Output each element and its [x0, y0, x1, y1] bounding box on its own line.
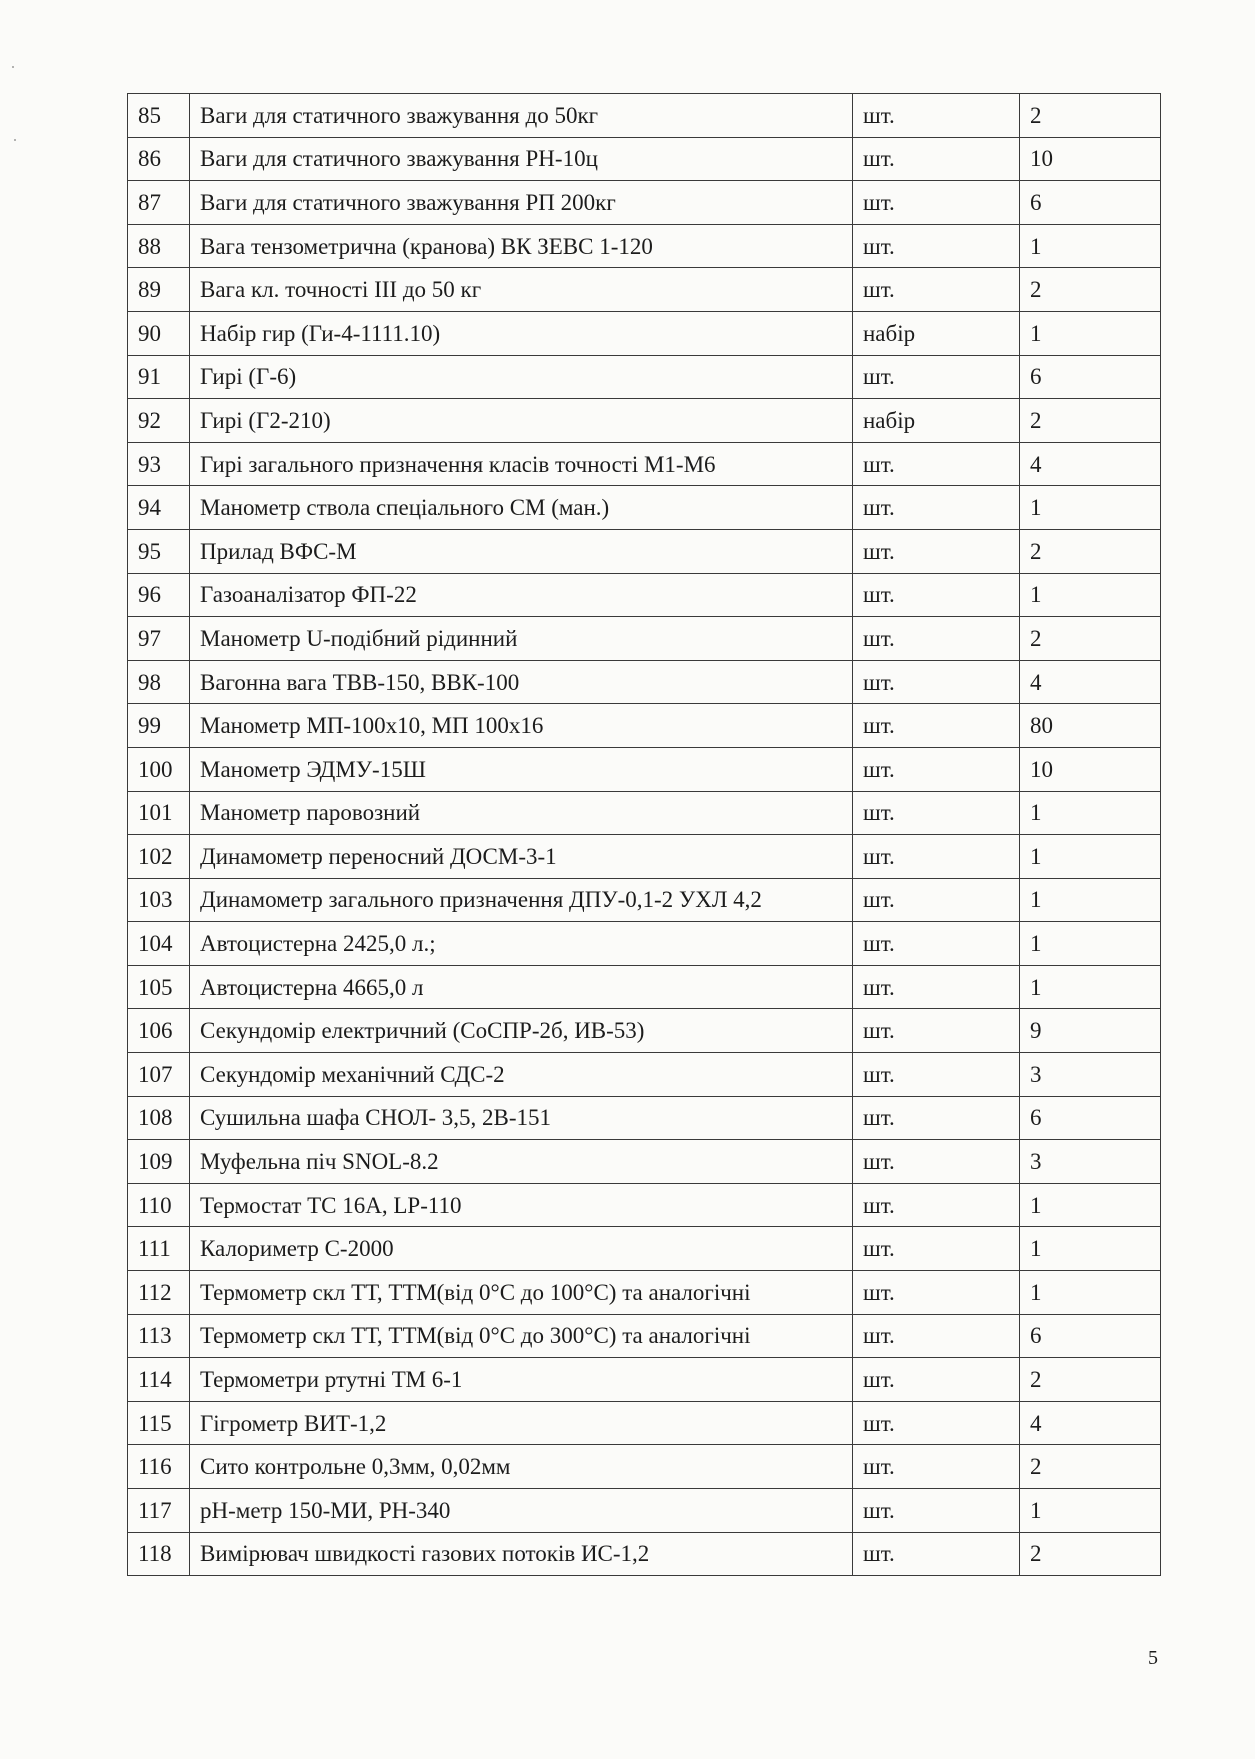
unit-cell: шт.	[853, 94, 1020, 138]
unit-cell: шт.	[853, 1358, 1020, 1402]
table-row	[128, 224, 1161, 268]
table-row	[128, 1401, 1161, 1445]
quantity-cell: 2	[1020, 268, 1161, 312]
quantity-cell: 6	[1020, 1096, 1161, 1140]
item-name-cell: Динамометр переносний ДОСМ-3-1	[190, 835, 853, 879]
table-row	[128, 311, 1161, 355]
quantity-cell: 1	[1020, 486, 1161, 530]
item-name-cell: Калориметр С-2000	[190, 1227, 853, 1271]
table-row	[128, 1140, 1161, 1184]
table-row	[128, 442, 1161, 486]
table-row	[128, 835, 1161, 879]
item-name-cell: Гирі загального призначення класів точності М1-М6	[190, 442, 853, 486]
item-name-cell: pH-метр 150-МИ, РН-340	[190, 1489, 853, 1533]
item-name-cell: Вимірювач швидкості газових потоків ИС-1,2	[190, 1532, 853, 1576]
unit-cell: шт.	[853, 1314, 1020, 1358]
unit-cell: шт.	[853, 224, 1020, 268]
quantity-cell: 4	[1020, 442, 1161, 486]
quantity-cell: 3	[1020, 1140, 1161, 1184]
quantity-cell: 2	[1020, 399, 1161, 443]
quantity-cell: 1	[1020, 922, 1161, 966]
item-name-cell: Сушильна шафа СНОЛ- 3,5, 2В-151	[190, 1096, 853, 1140]
row-number-cell: 106	[128, 1009, 190, 1053]
unit-cell: шт.	[853, 791, 1020, 835]
row-number-cell: 118	[128, 1532, 190, 1576]
unit-cell: шт.	[853, 704, 1020, 748]
table-row	[128, 94, 1161, 138]
unit-cell: шт.	[853, 965, 1020, 1009]
item-name-cell: Секундомір електричний (СоСПР-2б, ИВ-53)	[190, 1009, 853, 1053]
item-name-cell: Ваги для статичного зважування РН-10ц	[190, 137, 853, 181]
table-row	[128, 1445, 1161, 1489]
row-number-cell: 102	[128, 835, 190, 879]
quantity-cell: 2	[1020, 94, 1161, 138]
unit-cell: шт.	[853, 1183, 1020, 1227]
row-number-cell: 105	[128, 965, 190, 1009]
table-row	[128, 747, 1161, 791]
item-name-cell: Сито контрольне 0,3мм, 0,02мм	[190, 1445, 853, 1489]
quantity-cell: 1	[1020, 311, 1161, 355]
row-number-cell: 89	[128, 268, 190, 312]
quantity-cell: 1	[1020, 1227, 1161, 1271]
quantity-cell: 9	[1020, 1009, 1161, 1053]
quantity-cell: 6	[1020, 355, 1161, 399]
row-number-cell: 114	[128, 1358, 190, 1402]
quantity-cell: 2	[1020, 617, 1161, 661]
equipment-table-body	[128, 94, 1161, 1576]
item-name-cell: Вага тензометрична (кранова) ВК ЗЕВС 1-120	[190, 224, 853, 268]
unit-cell: шт.	[853, 1271, 1020, 1315]
unit-cell: шт.	[853, 1096, 1020, 1140]
scan-speck	[14, 139, 16, 141]
row-number-cell: 113	[128, 1314, 190, 1358]
item-name-cell: Автоцистерна 4665,0 л	[190, 965, 853, 1009]
quantity-cell: 2	[1020, 1358, 1161, 1402]
row-number-cell: 104	[128, 922, 190, 966]
row-number-cell: 107	[128, 1053, 190, 1097]
table-row	[128, 1096, 1161, 1140]
table-row	[128, 486, 1161, 530]
row-number-cell: 97	[128, 617, 190, 661]
unit-cell: шт.	[853, 835, 1020, 879]
table-row	[128, 922, 1161, 966]
row-number-cell: 111	[128, 1227, 190, 1271]
unit-cell: шт.	[853, 1140, 1020, 1184]
row-number-cell: 109	[128, 1140, 190, 1184]
table-row	[128, 268, 1161, 312]
quantity-cell: 4	[1020, 660, 1161, 704]
quantity-cell: 1	[1020, 224, 1161, 268]
item-name-cell: Термостат ТС 16А, LP-110	[190, 1183, 853, 1227]
item-name-cell: Газоаналізатор ФП-22	[190, 573, 853, 617]
row-number-cell: 100	[128, 747, 190, 791]
item-name-cell: Термометри ртутні ТМ 6-1	[190, 1358, 853, 1402]
quantity-cell: 1	[1020, 1271, 1161, 1315]
table-row	[128, 573, 1161, 617]
row-number-cell: 115	[128, 1401, 190, 1445]
item-name-cell: Ваги для статичного зважування РП 200кг	[190, 181, 853, 225]
row-number-cell: 112	[128, 1271, 190, 1315]
unit-cell: набір	[853, 399, 1020, 443]
row-number-cell: 103	[128, 878, 190, 922]
unit-cell: шт.	[853, 529, 1020, 573]
item-name-cell: Секундомір механічний СДС-2	[190, 1053, 853, 1097]
quantity-cell: 4	[1020, 1401, 1161, 1445]
item-name-cell: Ваги для статичного зважування до 50кг	[190, 94, 853, 138]
quantity-cell: 1	[1020, 965, 1161, 1009]
unit-cell: шт.	[853, 1532, 1020, 1576]
unit-cell: шт.	[853, 747, 1020, 791]
unit-cell: шт.	[853, 442, 1020, 486]
item-name-cell: Манометр ЭДМУ-15Ш	[190, 747, 853, 791]
table-row	[128, 137, 1161, 181]
quantity-cell: 2	[1020, 1532, 1161, 1576]
row-number-cell: 91	[128, 355, 190, 399]
quantity-cell: 2	[1020, 529, 1161, 573]
unit-cell: шт.	[853, 878, 1020, 922]
unit-cell: набір	[853, 311, 1020, 355]
item-name-cell: Автоцистерна 2425,0 л.;	[190, 922, 853, 966]
item-name-cell: Термометр скл ТТ, ТТМ(від 0°С до 100°С) та аналогічні	[190, 1271, 853, 1315]
item-name-cell: Вага кл. точності III до 50 кг	[190, 268, 853, 312]
table-row	[128, 791, 1161, 835]
row-number-cell: 88	[128, 224, 190, 268]
quantity-cell: 10	[1020, 137, 1161, 181]
quantity-cell: 1	[1020, 878, 1161, 922]
item-name-cell: Прилад ВФС-М	[190, 529, 853, 573]
row-number-cell: 87	[128, 181, 190, 225]
quantity-cell: 1	[1020, 1183, 1161, 1227]
scan-speck	[12, 66, 14, 68]
row-number-cell: 94	[128, 486, 190, 530]
row-number-cell: 117	[128, 1489, 190, 1533]
unit-cell: шт.	[853, 922, 1020, 966]
quantity-cell: 10	[1020, 747, 1161, 791]
row-number-cell: 101	[128, 791, 190, 835]
table-row	[128, 1183, 1161, 1227]
quantity-cell: 3	[1020, 1053, 1161, 1097]
row-number-cell: 99	[128, 704, 190, 748]
item-name-cell: Гігрометр ВИТ-1,2	[190, 1401, 853, 1445]
item-name-cell: Манометр МП-100х10, МП 100х16	[190, 704, 853, 748]
table-row	[128, 878, 1161, 922]
unit-cell: шт.	[853, 486, 1020, 530]
item-name-cell: Гирі (Г-6)	[190, 355, 853, 399]
table-row	[128, 399, 1161, 443]
row-number-cell: 108	[128, 1096, 190, 1140]
item-name-cell: Термометр скл ТТ, ТТМ(від 0°С до 300°С) та аналогічні	[190, 1314, 853, 1358]
table-row	[128, 704, 1161, 748]
item-name-cell: Динамометр загального призначення ДПУ-0,1-2 УХЛ 4,2	[190, 878, 853, 922]
unit-cell: шт.	[853, 268, 1020, 312]
page-number: 5	[1148, 1647, 1158, 1669]
table-row	[128, 1053, 1161, 1097]
quantity-cell: 1	[1020, 791, 1161, 835]
table-row	[128, 660, 1161, 704]
unit-cell: шт.	[853, 1227, 1020, 1271]
quantity-cell: 2	[1020, 1445, 1161, 1489]
row-number-cell: 98	[128, 660, 190, 704]
unit-cell: шт.	[853, 617, 1020, 661]
table-row	[128, 529, 1161, 573]
unit-cell: шт.	[853, 181, 1020, 225]
item-name-cell: Муфельна піч SNOL-8.2	[190, 1140, 853, 1184]
table-row	[128, 617, 1161, 661]
unit-cell: шт.	[853, 1489, 1020, 1533]
table-row	[128, 1489, 1161, 1533]
row-number-cell: 90	[128, 311, 190, 355]
table-row	[128, 1358, 1161, 1402]
item-name-cell: Набір гир (Ги-4-1111.10)	[190, 311, 853, 355]
table-row	[128, 1314, 1161, 1358]
row-number-cell: 92	[128, 399, 190, 443]
item-name-cell: Манометр паровозний	[190, 791, 853, 835]
unit-cell: шт.	[853, 1401, 1020, 1445]
row-number-cell: 93	[128, 442, 190, 486]
unit-cell: шт.	[853, 660, 1020, 704]
quantity-cell: 1	[1020, 1489, 1161, 1533]
table-row	[128, 965, 1161, 1009]
table-row	[128, 1009, 1161, 1053]
table-row	[128, 355, 1161, 399]
table-row	[128, 1271, 1161, 1315]
table-row	[128, 1227, 1161, 1271]
row-number-cell: 85	[128, 94, 190, 138]
quantity-cell: 80	[1020, 704, 1161, 748]
quantity-cell: 1	[1020, 835, 1161, 879]
unit-cell: шт.	[853, 355, 1020, 399]
item-name-cell: Манометр U-подібний рідинний	[190, 617, 853, 661]
item-name-cell: Вагонна вага ТВВ-150, ВВК-100	[190, 660, 853, 704]
quantity-cell: 6	[1020, 181, 1161, 225]
item-name-cell: Гирі (Г2-210)	[190, 399, 853, 443]
row-number-cell: 110	[128, 1183, 190, 1227]
equipment-table	[127, 93, 1161, 1576]
unit-cell: шт.	[853, 1053, 1020, 1097]
unit-cell: шт.	[853, 1445, 1020, 1489]
table-row	[128, 181, 1161, 225]
unit-cell: шт.	[853, 137, 1020, 181]
quantity-cell: 1	[1020, 573, 1161, 617]
row-number-cell: 116	[128, 1445, 190, 1489]
table-row	[128, 1532, 1161, 1576]
unit-cell: шт.	[853, 573, 1020, 617]
item-name-cell: Манометр ствола спеціального СМ (ман.)	[190, 486, 853, 530]
row-number-cell: 86	[128, 137, 190, 181]
quantity-cell: 6	[1020, 1314, 1161, 1358]
row-number-cell: 96	[128, 573, 190, 617]
unit-cell: шт.	[853, 1009, 1020, 1053]
row-number-cell: 95	[128, 529, 190, 573]
